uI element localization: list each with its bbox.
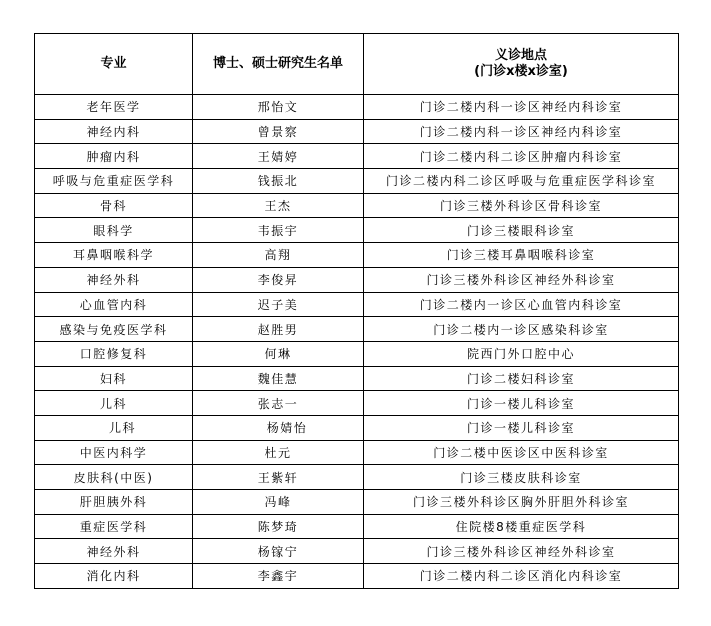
cell-specialty: 重症医学科 <box>35 514 193 539</box>
header-location-line1: 义诊地点 <box>494 48 547 63</box>
cell-name: 曾景察 <box>193 119 364 144</box>
cell-name: 迟子美 <box>193 292 364 317</box>
cell-location: 门诊三楼外科诊区胸外肝胆外科诊室 <box>364 490 679 515</box>
cell-name: 王婧婷 <box>193 144 364 169</box>
cell-name: 杨镓宁 <box>193 539 364 564</box>
table-row <box>35 169 679 194</box>
cell-specialty: 儿科 <box>35 415 193 440</box>
cell-specialty: 神经外科 <box>35 267 193 292</box>
table-row <box>35 490 679 515</box>
cell-name: 张志一 <box>193 391 364 416</box>
table-row <box>35 243 679 268</box>
cell-specialty: 老年医学 <box>35 95 193 120</box>
cell-name: 李俊昇 <box>193 267 364 292</box>
table-row <box>35 317 679 342</box>
cell-name: 王紫轩 <box>193 465 364 490</box>
cell-specialty: 中医内科学 <box>35 440 193 465</box>
cell-specialty: 骨科 <box>35 193 193 218</box>
cell-location: 住院楼8楼重症医学科 <box>364 514 679 539</box>
cell-name: 韦振宇 <box>193 218 364 243</box>
cell-location: 门诊三楼皮肤科诊室 <box>364 465 679 490</box>
cell-location: 门诊二楼内一诊区心血管内科诊室 <box>364 292 679 317</box>
table-row <box>35 267 679 292</box>
cell-location: 门诊二楼内科二诊区肿瘤内科诊室 <box>364 144 679 169</box>
cell-location: 门诊二楼内科二诊区消化内科诊室 <box>364 564 679 589</box>
cell-name: 钱振北 <box>193 169 364 194</box>
cell-specialty: 神经外科 <box>35 539 193 564</box>
cell-specialty: 神经内科 <box>35 119 193 144</box>
cell-specialty: 眼科学 <box>35 218 193 243</box>
cell-specialty: 儿科 <box>35 391 193 416</box>
header-specialty: 专业 <box>35 34 193 95</box>
cell-location: 院西门外口腔中心 <box>364 341 679 366</box>
table-row <box>35 465 679 490</box>
header-names: 博士、硕士研究生名单 <box>193 34 364 95</box>
table-row <box>35 366 679 391</box>
cell-location: 门诊二楼中医诊区中医科诊室 <box>364 440 679 465</box>
table-row <box>35 514 679 539</box>
table-row <box>35 119 679 144</box>
cell-location: 门诊二楼妇科诊室 <box>364 366 679 391</box>
cell-specialty: 口腔修复科 <box>35 341 193 366</box>
cell-location: 门诊三楼外科诊区神经外科诊室 <box>364 539 679 564</box>
cell-name: 杜元 <box>193 440 364 465</box>
cell-location: 门诊二楼内科一诊区神经内科诊室 <box>364 95 679 120</box>
table-row <box>35 564 679 589</box>
cell-location: 门诊二楼内科一诊区神经内科诊室 <box>364 119 679 144</box>
header-location-line2: (门诊x楼x诊室) <box>474 64 568 79</box>
table-row <box>35 218 679 243</box>
cell-specialty: 感染与免疫医学科 <box>35 317 193 342</box>
cell-location: 门诊三楼外科诊区神经外科诊室 <box>364 267 679 292</box>
cell-name: 陈梦琦 <box>193 514 364 539</box>
cell-name: 王杰 <box>193 193 364 218</box>
table-row <box>35 193 679 218</box>
cell-location: 门诊三楼耳鼻咽喉科诊室 <box>364 243 679 268</box>
table-row <box>35 539 679 564</box>
cell-specialty: 消化内科 <box>35 564 193 589</box>
table-row <box>35 95 679 120</box>
cell-name: 魏佳慧 <box>193 366 364 391</box>
table-header-row <box>35 34 679 95</box>
cell-specialty: 肿瘤内科 <box>35 144 193 169</box>
table-row <box>35 341 679 366</box>
cell-specialty: 呼吸与危重症医学科 <box>35 169 193 194</box>
header-location <box>364 34 679 95</box>
clinic-schedule-table <box>34 33 679 589</box>
cell-location: 门诊三楼外科诊区骨科诊室 <box>364 193 679 218</box>
table-row <box>35 440 679 465</box>
cell-name: 邢怡文 <box>193 95 364 120</box>
cell-location: 门诊二楼内科二诊区呼吸与危重症医学科诊室 <box>364 169 679 194</box>
cell-location: 门诊二楼内一诊区感染科诊室 <box>364 317 679 342</box>
cell-name: 杨婧怡 <box>193 415 364 440</box>
table-row <box>35 415 679 440</box>
cell-specialty: 妇科 <box>35 366 193 391</box>
table-row <box>35 292 679 317</box>
cell-name: 赵胜男 <box>193 317 364 342</box>
table-row <box>35 144 679 169</box>
cell-specialty: 心血管内科 <box>35 292 193 317</box>
cell-name: 冯峰 <box>193 490 364 515</box>
clinic-schedule-sheet <box>34 33 678 589</box>
cell-location: 门诊一楼儿科诊室 <box>364 415 679 440</box>
cell-location: 门诊三楼眼科诊室 <box>364 218 679 243</box>
cell-specialty: 耳鼻咽喉科学 <box>35 243 193 268</box>
cell-specialty: 皮肤科(中医) <box>35 465 193 490</box>
cell-specialty: 肝胆胰外科 <box>35 490 193 515</box>
cell-name: 高翔 <box>193 243 364 268</box>
cell-name: 何琳 <box>193 341 364 366</box>
table-row <box>35 391 679 416</box>
cell-name: 李鑫宇 <box>193 564 364 589</box>
cell-location: 门诊一楼儿科诊室 <box>364 391 679 416</box>
